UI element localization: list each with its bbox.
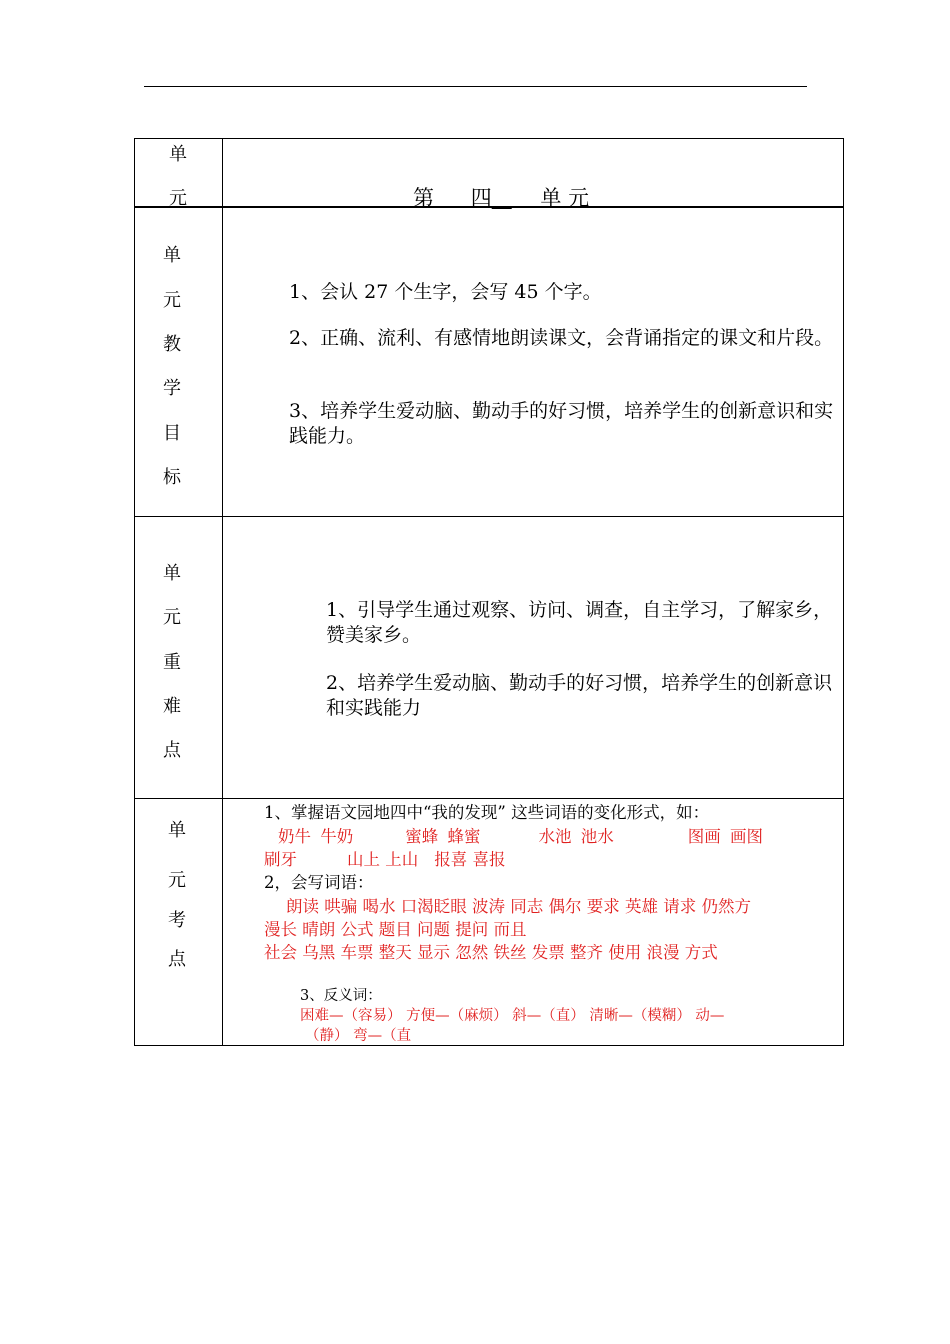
goal-3: 3、培养学生爱动脑、勤动手的好习惯，培养学生的创新意识和实践能力。 xyxy=(289,400,834,447)
focus-2: 2、培养学生爱动脑、勤动手的好习惯，培养学生的创新意识和实践能力 xyxy=(326,672,833,719)
row-divider xyxy=(135,798,843,799)
label-focus-char-3: 重 xyxy=(163,652,181,673)
label-focus-char-4: 难 xyxy=(163,696,181,717)
label-exam-char-1: 单 xyxy=(168,820,186,841)
label-goals-char-4: 学 xyxy=(163,378,181,399)
goal-2: 2、正确、流利、有感情地朗读课文，会背诵指定的课文和片段。 xyxy=(289,327,834,349)
label-goals-char-2: 元 xyxy=(163,290,181,311)
label-goals-char-5: 目 xyxy=(163,423,181,444)
word-pairs-line-2: 刷牙 山上 上山 报喜 喜报 xyxy=(264,850,506,869)
antonyms-line-1: 困难—（容易） 方便—（麻烦） 斜—（直） 清晰—（模糊） 动— xyxy=(300,1008,725,1024)
title-part-1: 第 xyxy=(413,186,434,210)
exam-item-3: 3、反义词： xyxy=(300,988,382,1004)
words-line-2: 漫长 晴朗 公式 题目 问题 提问 而且 xyxy=(264,920,527,939)
header-rule xyxy=(144,86,807,87)
goal-1: 1、会认 27 个生字，会写 45 个字。 xyxy=(289,281,602,303)
exam-item-2: 2，会写词语： xyxy=(264,873,374,892)
label-goals-char-6: 标 xyxy=(163,467,181,488)
words-line-1: 朗读 哄骗 喝水 口渴眨眼 波涛 同志 偶尔 要求 英雄 请求 仍然方 xyxy=(286,897,751,916)
unit-title xyxy=(413,182,589,212)
title-part-3: 单 元 xyxy=(540,186,590,210)
label-focus-char-1: 单 xyxy=(163,563,181,584)
label-exam-char-3: 考 xyxy=(168,910,186,931)
words-line-3: 社会 乌黑 车票 整天 显示 忽然 铁丝 发票 整齐 使用 浪漫 方式 xyxy=(264,943,718,962)
label-unit-char-1: 单 xyxy=(169,144,187,165)
focus-1: 1、引导学生通过观察、访问、调查，自主学习，了解家乡，赞美家乡。 xyxy=(326,599,833,646)
label-focus-char-2: 元 xyxy=(163,607,181,628)
antonyms-line-2: （静） 弯—（直 xyxy=(305,1028,412,1044)
label-unit-char-2: 元 xyxy=(169,188,187,209)
label-goals-char-1: 单 xyxy=(163,245,181,266)
word-pairs-line-1: 奶牛 牛奶 蜜蜂 蜂蜜 水池 池水 图画 画图 xyxy=(278,827,763,846)
label-exam-char-2: 元 xyxy=(168,870,186,891)
column-divider xyxy=(222,139,223,1045)
label-exam-char-4: 点 xyxy=(168,949,186,970)
title-part-2: 四 xyxy=(470,186,492,210)
label-focus-char-5: 点 xyxy=(163,740,181,761)
exam-item-1: 1、掌握语文园地四中“我的发现” 这些词语的变化形式，如： xyxy=(264,803,710,822)
row-divider xyxy=(135,516,843,517)
label-goals-char-3: 教 xyxy=(163,334,181,355)
